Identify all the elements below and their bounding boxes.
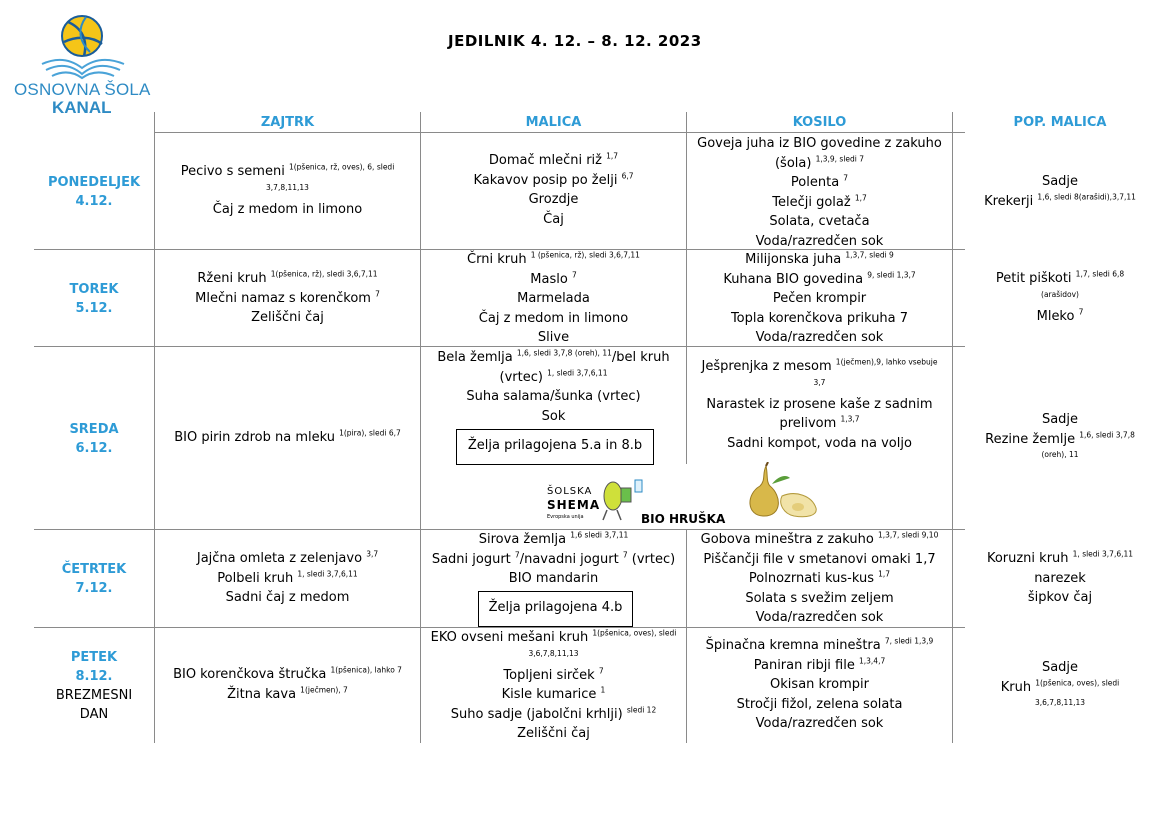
allergen-note: (oreh), 11 xyxy=(1041,450,1079,460)
menu-item: (šola) $^{1,3,9, sledi 7}$ xyxy=(774,154,865,171)
header-malica: MALICA xyxy=(525,115,582,130)
menu-item: Polbeli kruh $^{1, sledi 3,7,6,11}$ xyxy=(217,569,358,586)
menu-item: Čaj xyxy=(543,211,564,227)
menu-item: Voda/razredčen sok xyxy=(755,716,884,732)
day-date: 7.12. xyxy=(75,581,113,596)
menu-item: Suha salama/šunka (vrtec) xyxy=(466,389,641,405)
day-extra: BREZMESNI DAN xyxy=(55,688,133,722)
menu-item: Petit piškoti $^{1,7, sledi 6,8}$ xyxy=(995,269,1125,286)
fri-malica xyxy=(421,628,686,744)
wed-malica xyxy=(421,348,686,426)
menu-item: Milijonska juha $^{1,3,7, sledi 9}$ xyxy=(745,250,894,267)
menu-item: Goveja juha iz BIO govedine z zakuho xyxy=(697,136,942,151)
menu-item: Paniran ribji file $^{1,3,4,7}$ xyxy=(753,656,886,673)
thu-pop xyxy=(953,549,1167,608)
day-date: 8.12. xyxy=(75,669,113,684)
school-logo xyxy=(14,14,154,120)
allergen-note: 3,6,7,8,11,13 xyxy=(1034,698,1086,708)
day-name: PETEK xyxy=(70,650,118,665)
thu-malica xyxy=(421,530,686,589)
wed-kosilo xyxy=(687,357,952,453)
day-friday xyxy=(44,648,144,724)
thu-zajtrk xyxy=(155,549,420,608)
logo-line2: KANAL xyxy=(52,98,112,117)
day-date: 4.12. xyxy=(75,194,113,209)
menu-item: BIO mandarin xyxy=(508,571,599,587)
day-thursday xyxy=(34,560,154,598)
menu-item: Sok xyxy=(541,408,566,424)
menu-item: Voda/razredčen sok xyxy=(755,610,884,626)
day-monday xyxy=(34,173,154,211)
menu-item: Črni kruh $^{1 (pšenica, rž), sledi 3,6,7,11}$ xyxy=(467,250,640,267)
menu-item: Kuhana BIO govedina $^{9, sledi 1,3,7}$ xyxy=(723,270,916,287)
tue-malica xyxy=(421,250,686,348)
menu-item: Solata, cvetača xyxy=(769,214,870,230)
day-date: 6.12. xyxy=(75,441,113,456)
day-name: PONEDELJEK xyxy=(47,175,141,190)
logo-line1: OSNOVNA ŠOLA xyxy=(14,80,151,99)
menu-item: BIO korenčkova štručka $^{1(pšenica), lahko 7}$ xyxy=(173,665,402,682)
menu-item: Krekerji $^{1,6, sledi 8(arašidi),3,7,11}$ xyxy=(984,192,1136,209)
menu-item: Sadje xyxy=(1041,660,1079,675)
menu-item: Kisle kumarice $^1$ xyxy=(501,685,606,703)
menu-item: Bela žemlja $^{1,6, sledi 3,7,8 (oreh), 11}$/bel kruh xyxy=(437,348,670,365)
menu-item: Mlečni namaz s korenčkom $^7$ xyxy=(195,289,380,306)
menu-item: Slive xyxy=(537,330,570,346)
wed-pop xyxy=(953,410,1167,461)
allergen-note: 3,7,8,11,13 xyxy=(266,182,309,192)
mon-zajtrk xyxy=(155,162,420,219)
menu-item: Topljeni sirček $^7$ xyxy=(503,666,604,683)
menu-item: Sadni jogurt $^7$/navadni jogurt $^7$ (vrtec) xyxy=(431,550,676,567)
menu-item: Stročji fižol, zelena solata xyxy=(736,696,903,712)
menu-item: Kakavov posip po želji $^{6,7}$ xyxy=(473,171,634,188)
menu-item: Pecivo s semeni $^{1(pšenica, rž, oves), 6, sledi}$ xyxy=(180,162,395,179)
menu-item: Mleko $^7$ xyxy=(1036,307,1084,324)
menu-item: Sadje xyxy=(1041,174,1079,189)
menu-item: Žitna kava $^{1(ječmen), 7}$ xyxy=(227,685,348,702)
school-scheme-logo xyxy=(547,474,645,522)
mon-kosilo xyxy=(687,134,952,252)
menu-item: Jajčna omleta z zelenjavo $^{3,7}$ xyxy=(196,549,379,566)
menu-item: Zeliščni čaj xyxy=(517,726,590,742)
menu-item: Okisan krompir xyxy=(770,677,869,693)
fri-zajtrk xyxy=(155,665,420,704)
page-title: JEDILNIK 4. 12. – 8. 12. 2023 xyxy=(448,32,702,50)
wish-box-wed: Želja prilagojena 5.a in 8.b xyxy=(456,429,654,465)
apple-mascot-icon xyxy=(599,474,645,522)
allergen-note: 3,7 xyxy=(813,377,826,387)
pear-icon xyxy=(736,462,820,520)
tue-zajtrk xyxy=(155,269,420,328)
menu-item: Čaj z medom in limono xyxy=(212,201,363,217)
menu-item: prelivom $^{1,3,7}$ xyxy=(779,414,860,432)
menu-item: Čaj z medom in limono xyxy=(478,310,629,326)
menu-item: Topla korenčkova prikuha 7 xyxy=(730,310,909,326)
scheme-line3: Evropska unija xyxy=(547,514,584,520)
menu-item: Telečji golaž $^{1,7}$ xyxy=(772,193,867,210)
scheme-line2: SHEMA xyxy=(547,498,601,512)
menu-item: Rezine žemlje $^{1,6, sledi 3,7,8}$ xyxy=(985,430,1135,447)
day-name: SREDA xyxy=(69,422,119,437)
menu-item: Rženi kruh $^{1(pšenica, rž), sledi 3,6,7,11}$ xyxy=(197,269,378,286)
menu-item: Sirova žemlja $^{1,6 sledi 3,7,11}$ xyxy=(478,530,629,547)
menu-item: Ješprenjka z mesom $^{1(ječmen),9, lahko vsebuje}$ xyxy=(701,357,938,374)
day-tuesday xyxy=(34,280,154,318)
menu-item: narezek xyxy=(1034,570,1086,586)
menu-item: Pečen krompir xyxy=(772,291,867,307)
fri-pop xyxy=(953,658,1167,709)
menu-item: Sadje xyxy=(1041,412,1079,427)
menu-item: BIO pirin zdrob na mleku $^{1(pira), sledi 6,7}$ xyxy=(174,428,401,445)
menu-item: (vrtec) $^{1, sledi 3,7,6,11}$ xyxy=(499,368,608,385)
menu-item: Gobova mineštra z zakuho $^{1,3,7, sledi 9,10}$ xyxy=(700,530,939,547)
menu-item: Maslo $^7$ xyxy=(530,270,577,287)
scheme-line1: ŠOLSKA xyxy=(547,486,593,497)
allergen-note: 3,6,7,8,11,13 xyxy=(528,648,579,658)
tue-pop xyxy=(953,269,1167,326)
menu-item: Sadni čaj z medom xyxy=(225,590,350,606)
mon-malica xyxy=(421,151,686,229)
bio-pear-label: BIO HRUŠKA xyxy=(641,512,726,526)
menu-item: Polnozrnati kus-kus $^{1,7}$ xyxy=(748,569,891,587)
day-date: 5.12. xyxy=(75,301,113,316)
menu-item: Piščančji file v smetanovi omaki 1,7 xyxy=(703,551,936,567)
menu-item: Grozdje xyxy=(528,192,579,208)
menu-item: EKO ovseni mešani kruh $^{1(pšenica, oves), sledi}$ xyxy=(430,628,677,645)
header-zajtrk: ZAJTRK xyxy=(260,115,315,130)
header-pop-malica: POP. MALICA xyxy=(1013,115,1107,130)
menu-item: Kruh $^{1(pšenica, oves), sledi}$ xyxy=(1000,678,1120,695)
menu-item: šipkov čaj xyxy=(1027,590,1093,606)
menu-item: Zeliščni čaj xyxy=(251,310,324,326)
menu-item: Narastek iz prosene kaše z sadnim xyxy=(706,396,933,412)
grid-line xyxy=(154,132,965,133)
menu-item: Sadni kompot, voda na voljo xyxy=(727,435,912,451)
menu-item: Suho sadje (jabolčni krhlji) $^{sledi 12}$ xyxy=(450,705,657,722)
menu-item: Voda/razredčen sok xyxy=(755,330,884,346)
menu-item: Marmelada xyxy=(517,291,590,307)
allergen-note: (arašidov) xyxy=(1041,289,1079,299)
tue-kosilo xyxy=(687,250,952,348)
day-name: TOREK xyxy=(69,282,119,297)
wed-zajtrk xyxy=(155,428,420,448)
header-kosilo: KOSILO xyxy=(792,115,847,130)
menu-item: Solata s svežim zeljem xyxy=(745,590,894,606)
menu-item: Domač mlečni riž $^{1,7}$ xyxy=(488,151,619,168)
menu-item: Špinačna kremna mineštra $^{7, sledi 1,3,9}$ xyxy=(705,636,934,653)
volleyball-book-icon xyxy=(38,14,128,80)
menu-item: Koruzni kruh $^{1, sledi 3,7,6,11}$ xyxy=(986,549,1134,566)
wish-box-thu: Želja prilagojena 4.b xyxy=(478,591,633,627)
menu-item: Voda/razredčen sok xyxy=(755,233,884,249)
fri-kosilo xyxy=(687,636,952,734)
day-wednesday xyxy=(34,420,154,458)
mon-pop xyxy=(953,172,1167,211)
menu-item: Polenta $^7$ xyxy=(790,173,849,191)
thu-kosilo xyxy=(687,530,952,628)
day-name: ČETRTEK xyxy=(61,562,127,577)
